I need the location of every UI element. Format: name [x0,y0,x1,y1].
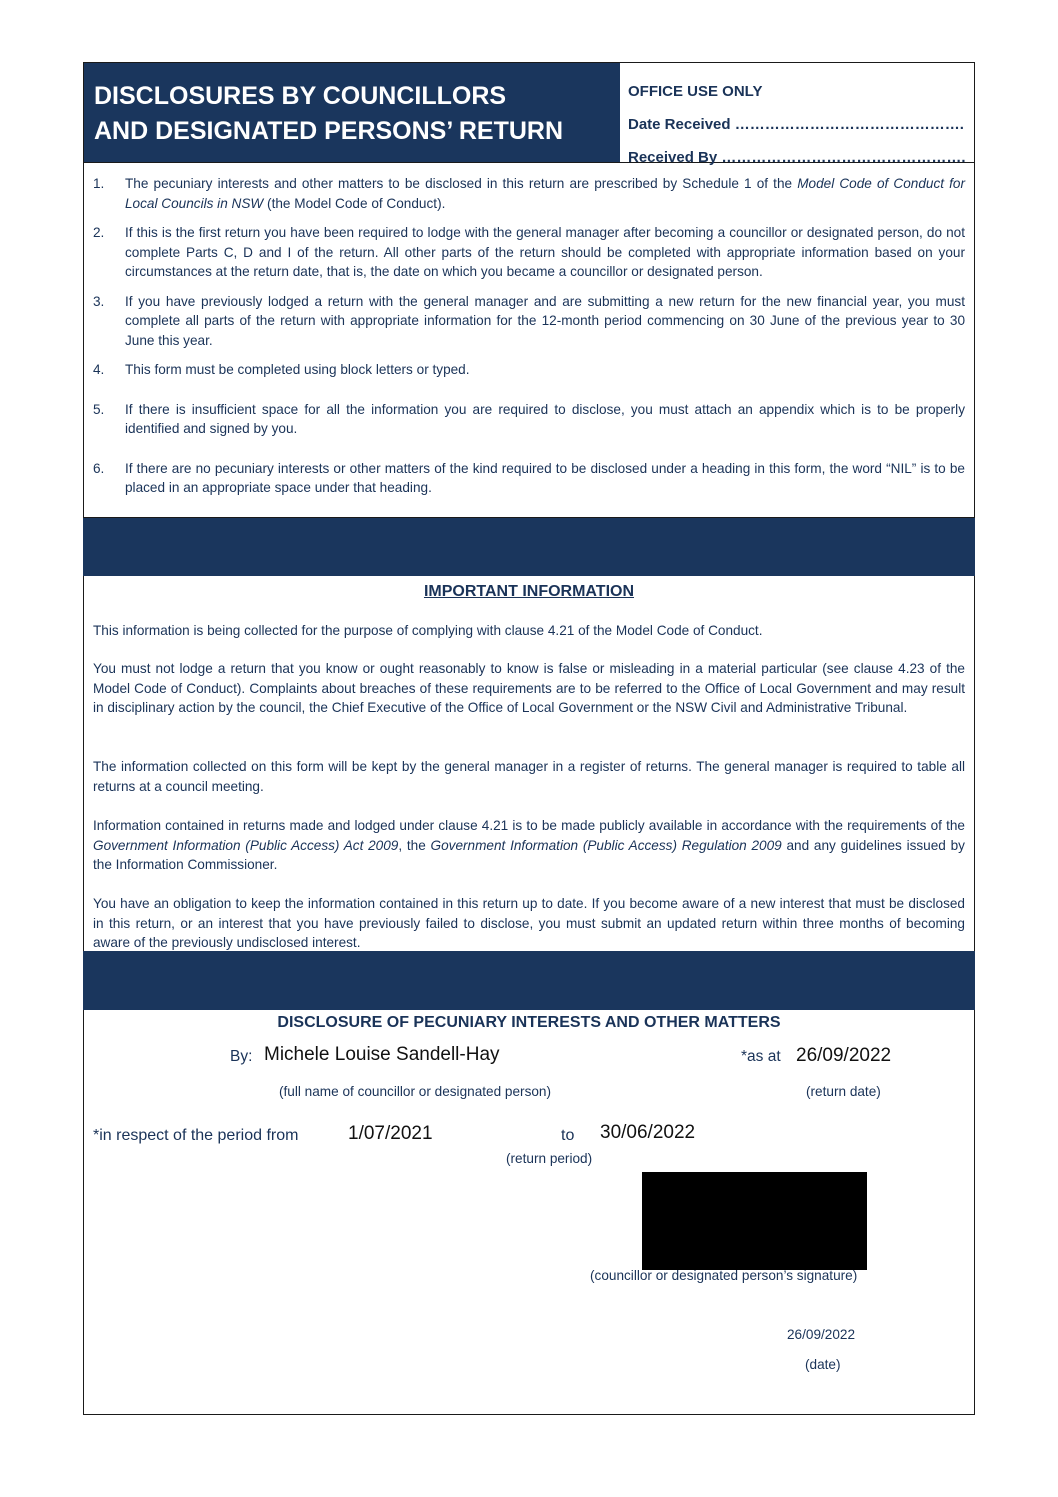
full-name-caption: (full name of councillor or designated person) [279,1084,552,1099]
info-paragraph-gipa: Information contained in returns made and lodged under clause 4.21 is to be made publicly available in accordance with the requirements of the Government Information (Public Access) Act 2009, the Government Information (Public Access) Regulation 2009 and any guidelines issued by the Information Commissioner. [93,818,965,872]
office-use-label: OFFICE USE ONLY [628,83,763,100]
instruction-item: 5. If there is insufficient space for all the information you are required to disclose, you must attach an appendix which is to be properly identified and signed by you. [93,400,965,439]
by-label: By: [230,1048,253,1065]
signed-date: 26/09/2022 [787,1327,856,1342]
form-title [84,63,620,162]
signature-caption: (councillor or designated person’s signature) [590,1268,858,1283]
period-from-field[interactable]: 1/07/2021 [348,1123,433,1144]
instruction-item: 1. The pecuniary interests and other matters to be disclosed in this return are prescribed by Schedule 1 of the Model Code of Conduct for Local Councils in NSW (the Model Code of Conduct). [93,176,966,211]
period-to-field[interactable]: 30/06/2022 [600,1122,696,1143]
important-information-title: IMPORTANT INFORMATION [423,583,635,600]
date-caption: (date) [805,1357,841,1372]
return-period-caption: (return period) [506,1151,593,1166]
section-divider-band [83,951,975,1010]
full-name-field[interactable]: Michele Louise Sandell-Hay [264,1044,500,1065]
instruction-text: This form must be completed using block letters or typed. [125,362,470,377]
form-title-line1: DISCLOSURES BY COUNCILLORS [94,82,507,110]
office-use-box [620,63,974,166]
section-divider-band [83,518,975,576]
to-label: to [561,1127,575,1144]
instructions-list [93,174,965,498]
info-paragraph: You must not lodge a return that you know or ought reasonably to know is false or misleading in a material particular (see clause 4.23 of the Model Code of Conduct). Complaints about breaches of these requirements are to be referred to the Office of Local Government and may result in disciplinary action by the council, the Chief Executive of the Office of Local Government or the NSW Civil and Administrative Tribunal. [93,661,965,715]
return-date-caption: (return date) [806,1084,881,1099]
instruction-text-1a: The pecuniary interests and other matters to be disclosed in this return are prescribed by Schedule 1 of the [125,176,798,191]
instruction-text: If there is insufficient space for all the information you are required to disclose, you must attach an appendix which is to be properly identified and signed by you. [125,401,965,436]
disclosure-section [83,1010,975,1415]
instruction-text-1b: Model Code of Conduct for Local Councils in NSW [125,176,966,211]
instruction-item: 6. If there are no pecuniary interests or other matters of the kind required to be disclosed under a heading in this form, the word “NIL” is to be placed in an appropriate space under that heading. [93,459,965,498]
instruction-text: If this is the first return you have been required to lodge with the general manager after becoming a councillor or designated person, do not complete Parts C, D and I of the return. All other parts of the return should be completed with appropriate information based on your circumstances at the return date, that is, the date on which you became a councillor or designated person. [125,225,965,279]
important-information-section [83,576,975,951]
instruction-text: If you have previously lodged a return with the general manager and are submitting a new return for the new financial year, you must complete all parts of the return with appropriate information for the 12-month period commencing on 30 June of the previous year to 30 June this year. [125,293,965,348]
as-at-label: *as at [741,1048,781,1065]
instruction-text: If there are no pecuniary interests or other matters of the kind required to be disclosed under a heading in this form, the word “NIL” is to be placed in an appropriate space under that heading. [125,460,965,495]
disclosure-title: DISCLOSURE OF PECUNIARY INTERESTS AND OTHER MATTERS [277,1014,781,1031]
info-paragraph: This information is being collected for the purpose of complying with clause 4.21 of the Model Code of Conduct. [93,623,763,638]
return-date-field[interactable]: 26/09/2022 [796,1045,892,1066]
period-label: *in respect of the period from [93,1127,299,1144]
instructions-section [83,162,975,518]
info-paragraph: The information collected on this form will be kept by the general manager in a register of returns. The general manager is required to table all returns at a council meeting. [93,759,965,794]
received-by-field: Received By …………………………………………. [628,149,966,166]
form-header [83,62,975,166]
instruction-item: 2. If this is the first return you have been required to lodge with the general manager after becoming a councillor or designated person, do not complete Parts C, D and I of the return. All other parts of the return should be completed with appropriate information based on your circumstances at the return date, that is, the date on which you became a councillor or designated person. [93,223,965,282]
instruction-item: 3. If you have previously lodged a return with the general manager and are submitting a new return for the new financial year, you must complete all parts of the return with appropriate information for the 12-month period commencing on 30 June of the previous year to 30 June this year. [93,292,965,351]
signature-redaction [642,1172,867,1270]
instruction-text-1c: (the Model Code of Conduct). [263,195,446,211]
instruction-item: 4. This form must be completed using block letters or typed. [93,360,965,380]
info-paragraph: You have an obligation to keep the information contained in this return up to date. If you become aware of a new interest that must be disclosed in this return, or an interest that you have previously failed to disclose, you must submit an updated return within three months of becoming aware of the previously undisclosed interest. [93,896,965,950]
date-received-field: Date Received ………………………………………. [628,116,964,133]
form-title-line2: AND DESIGNATED PERSONS’ RETURN [94,117,564,145]
